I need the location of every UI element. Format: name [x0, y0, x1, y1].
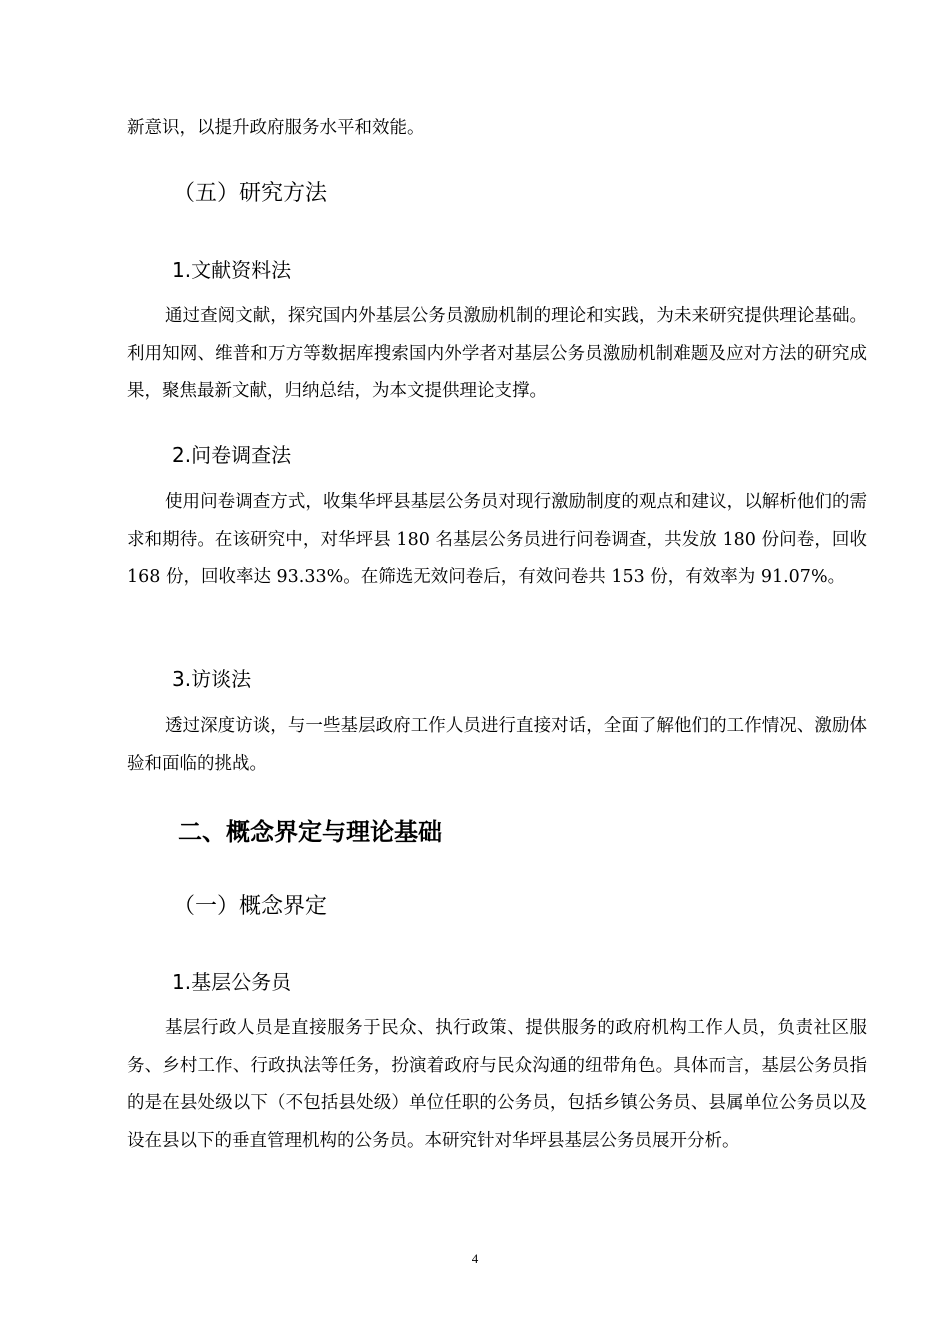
- paragraph-intro-continuation: 新意识，以提升政府服务水平和效能。: [127, 118, 425, 138]
- paragraph-grassroots-civil-servant: 基层行政人员是直接服务于民众、执行政策、提供服务的政府机构工作人员，负责社区服务、乡村工作、行政执法等任务，扮演着政府与民众沟通的纽带角色。具体而言，基层公务员指的是在县处级以下（不包括县处级）单位任职的公务员，包括乡镇公务员、县属单位公务员以及设在县以下的垂直管理机构的公务员。本研究针对华坪县基层公务员展开分析。: [127, 1018, 867, 1151]
- chapter-heading-concepts-theory: 二、概念界定与理论基础: [178, 818, 442, 846]
- subheading-survey-method: 2.问卷调查法: [172, 443, 292, 467]
- paragraph-literature-method: 通过查阅文献，探究国内外基层公务员激励机制的理论和实践，为未来研究提供理论基础。利用知网、维普和万方等数据库搜索国内外学者对基层公务员激励机制难题及应对方法的研究成果，聚焦最新文献，归纳总结，为本文提供理论支撑。: [127, 306, 867, 401]
- subheading-literature-method: 1.文献资料法: [172, 258, 292, 282]
- subheading-interview-method: 3.访谈法: [172, 667, 252, 691]
- section-heading-research-methods: （五）研究方法: [173, 181, 328, 206]
- paragraph-survey-method: 使用问卷调查方式，收集华坪县基层公务员对现行激励制度的观点和建议，以解析他们的需求和期待。在该研究中，对华坪县 180 名基层公务员进行问卷调查，共发放 180 份问卷，回收 168 份，回收率达 93.33%。在筛选无效问卷后，有效问卷共 153 份，有效率为 91.07%。: [127, 492, 867, 587]
- section-heading-concept-definition: （一）概念界定: [173, 894, 328, 919]
- paragraph-interview-method: 透过深度访谈，与一些基层政府工作人员进行直接对话，全面了解他们的工作情况、激励体验和面临的挑战。: [127, 716, 867, 774]
- subheading-grassroots-civil-servant: 1.基层公务员: [172, 970, 292, 994]
- page-number: 4: [471, 1251, 479, 1266]
